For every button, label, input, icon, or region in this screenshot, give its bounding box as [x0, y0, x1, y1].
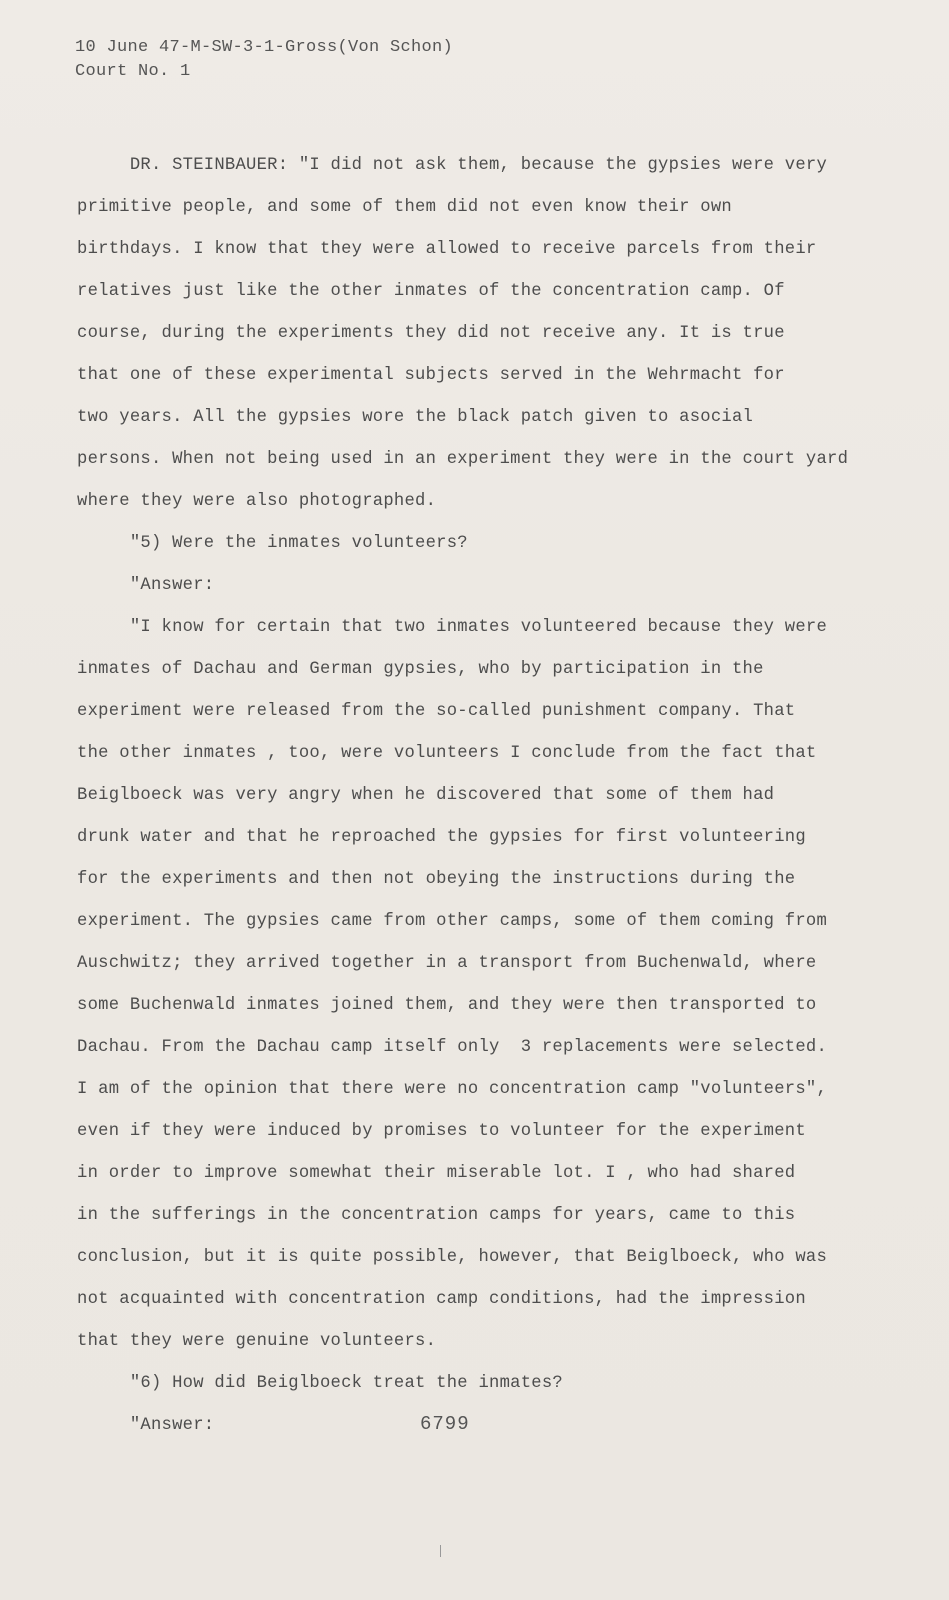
- transcript-line: Auschwitz; they arrived together in a transport from Buchenwald, where: [77, 954, 817, 973]
- transcript-line: birthdays. I know that they were allowed to receive parcels from their: [77, 240, 817, 259]
- transcript-line: experiment. The gypsies came from other camps, some of them coming from: [77, 912, 828, 931]
- header-court-line: Court No. 1: [75, 62, 191, 81]
- transcript-line: "5) Were the inmates volunteers?: [77, 534, 468, 553]
- transcript-line: for the experiments and then not obeying the instructions during the: [77, 870, 796, 889]
- transcript-line: inmates of Dachau and German gypsies, who by participation in the: [77, 660, 764, 679]
- transcript-line: primitive people, and some of them did not even know their own: [77, 198, 732, 217]
- transcript-line: even if they were induced by promises to volunteer for the experiment: [77, 1122, 806, 1141]
- transcript-line: in order to improve somewhat their miserable lot. I , who had shared: [77, 1164, 796, 1183]
- transcript-line: that one of these experimental subjects served in the Wehrmacht for: [77, 366, 785, 385]
- margin-mark: [440, 1545, 441, 1557]
- transcript-line: not acquainted with concentration camp conditions, had the impression: [77, 1290, 806, 1309]
- transcript-body: [77, 145, 849, 1447]
- transcript-line: where they were also photographed.: [77, 492, 437, 511]
- transcript-line: "I know for certain that two inmates volunteered because they were: [77, 618, 828, 637]
- transcript-line: I am of the opinion that there were no concentration camp "volunteers",: [77, 1080, 828, 1099]
- transcript-line: that they were genuine volunteers.: [77, 1332, 437, 1351]
- transcript-line: conclusion, but it is quite possible, however, that Beiglboeck, who was: [77, 1248, 828, 1267]
- transcript-line: the other inmates , too, were volunteers I conclude from the fact that: [77, 744, 817, 763]
- transcript-line: persons. When not being used in an experiment they were in the court yard: [77, 450, 849, 469]
- transcript-line: Dachau. From the Dachau camp itself only 3 replacements were selected.: [77, 1038, 828, 1057]
- header-date-line: 10 June 47-M-SW-3-1-Gross(Von Schon): [75, 38, 454, 57]
- transcript-line: drunk water and that he reproached the gypsies for first volunteering: [77, 828, 806, 847]
- transcript-line: experiment were released from the so-called punishment company. That: [77, 702, 796, 721]
- transcript-line: Beiglboeck was very angry when he discovered that some of them had: [77, 786, 775, 805]
- document-header: [75, 36, 453, 84]
- transcript-line: some Buchenwald inmates joined them, and they were then transported to: [77, 996, 817, 1015]
- transcript-line: course, during the experiments they did not receive any. It is true: [77, 324, 785, 343]
- transcript-line: "6) How did Beiglboeck treat the inmates?: [77, 1374, 563, 1393]
- transcript-line: "Answer:: [77, 576, 215, 595]
- transcript-line: relatives just like the other inmates of the concentration camp. Of: [77, 282, 785, 301]
- transcript-line: "Answer:: [77, 1416, 215, 1435]
- transcript-line: DR. STEINBAUER: "I did not ask them, because the gypsies were very: [77, 156, 828, 175]
- transcript-line: two years. All the gypsies wore the black patch given to asocial: [77, 408, 754, 427]
- transcript-line: in the sufferings in the concentration camps for years, came to this: [77, 1206, 796, 1225]
- page-number: 6799: [420, 1413, 470, 1435]
